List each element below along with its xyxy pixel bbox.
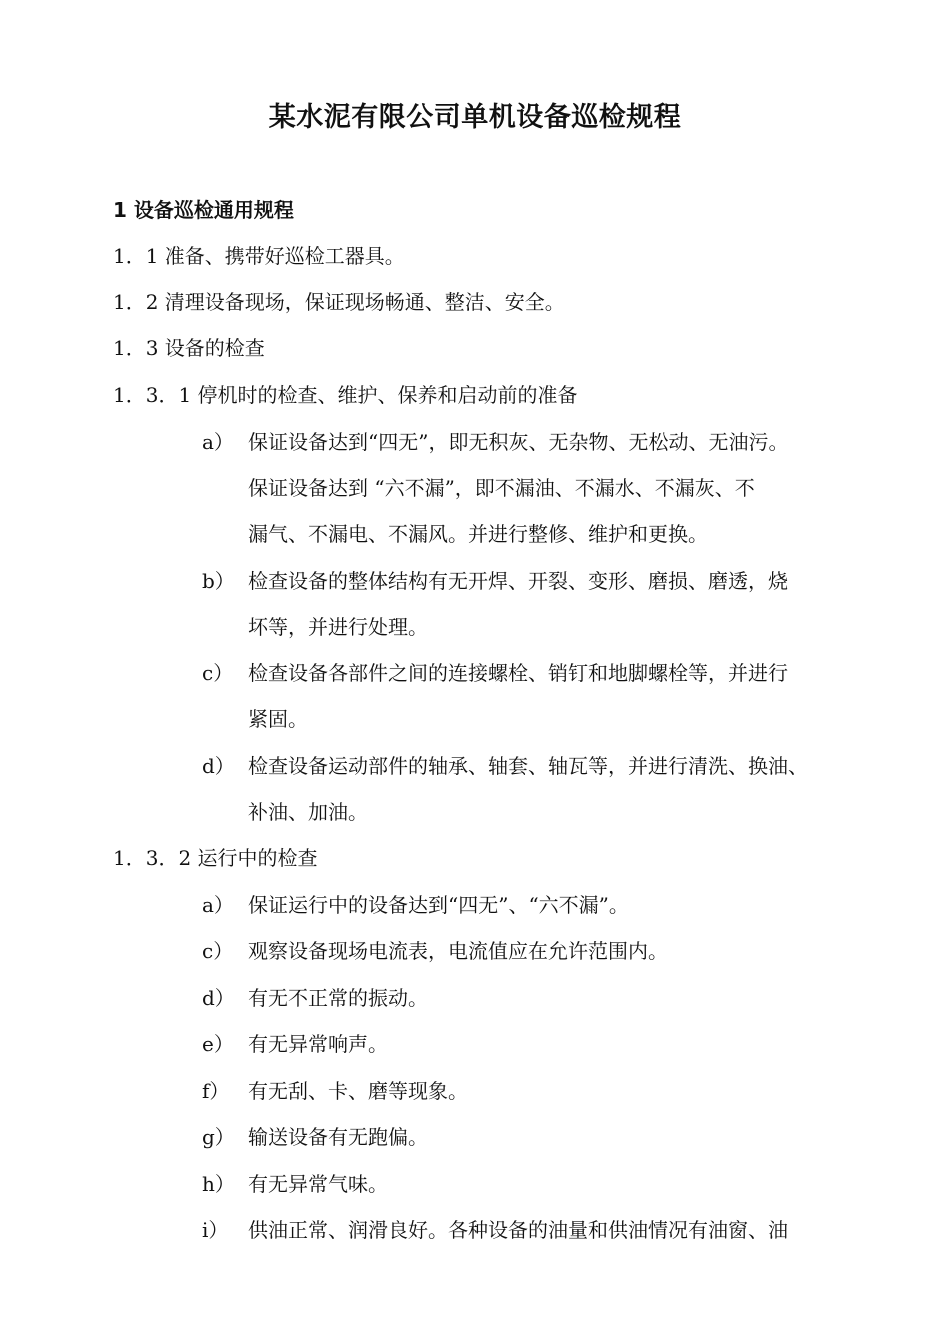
paragraph-1-3: 1．3 设备的检查: [113, 336, 265, 360]
document-title: 某水泥有限公司单机设备巡检规程: [268, 102, 682, 133]
list-item-text: 补油、加油。: [248, 800, 368, 824]
list-item-text: 有无异常响声。: [248, 1032, 388, 1056]
list-item-text: 检查设备运动部件的轴承、轴套、轴瓦等，并进行清洗、换油、: [248, 754, 808, 778]
list-item-label: h）: [202, 1172, 235, 1196]
list-item-label: d）: [202, 754, 235, 778]
list-item-text: 有无不正常的振动。: [248, 986, 428, 1010]
list-item-text: 保证设备达到 “六不漏”，即不漏油、不漏水、不漏灰、不: [248, 476, 755, 500]
list-item-text: 保证运行中的设备达到“四无”、“六不漏”。: [248, 893, 629, 917]
list-item-text: 漏气、不漏电、不漏风。并进行整修、维护和更换。: [248, 522, 708, 546]
list-item-text: 保证设备达到“四无”，即无积灰、无杂物、无松动、无油污。: [248, 430, 789, 454]
list-item-label: e）: [202, 1032, 234, 1056]
list-item-text: 紧固。: [248, 707, 308, 731]
list-item-text: 坏等，并进行处理。: [248, 615, 428, 639]
section-1-heading: 1 设备巡检通用规程: [113, 198, 294, 222]
list-item-label: g）: [202, 1125, 235, 1149]
list-item-label: b）: [202, 569, 235, 593]
list-item-text: 检查设备的整体结构有无开焊、开裂、变形、磨损、磨透，烧: [248, 569, 788, 593]
list-item-text: 输送设备有无跑偏。: [248, 1125, 428, 1149]
list-item-label: a）: [202, 893, 234, 917]
list-item-label: c）: [202, 939, 234, 963]
list-item-label: i）: [202, 1218, 229, 1242]
subsection-1-3-2-heading: 1．3．2 运行中的检查: [113, 846, 318, 870]
list-item-text: 有无刮、卡、磨等现象。: [248, 1079, 468, 1103]
list-item-label: c）: [202, 661, 234, 685]
list-item-text: 供油正常、润滑良好。各种设备的油量和供油情况有油窗、油: [248, 1218, 788, 1242]
list-item-text: 有无异常气味。: [248, 1172, 388, 1196]
subsection-1-3-1-heading: 1．3．1 停机时的检查、维护、保养和启动前的准备: [113, 383, 578, 407]
list-item-text: 观察设备现场电流表，电流值应在允许范围内。: [248, 939, 668, 963]
list-item-text: 检查设备各部件之间的连接螺栓、销钉和地脚螺栓等，并进行: [248, 661, 788, 685]
list-item-label: f）: [202, 1079, 230, 1103]
list-item-label: a）: [202, 430, 234, 454]
paragraph-1-1: 1．1 准备、携带好巡检工器具。: [113, 244, 405, 268]
paragraph-1-2: 1．2 清理设备现场，保证现场畅通、整洁、安全。: [113, 290, 565, 314]
list-item-label: d）: [202, 986, 235, 1010]
